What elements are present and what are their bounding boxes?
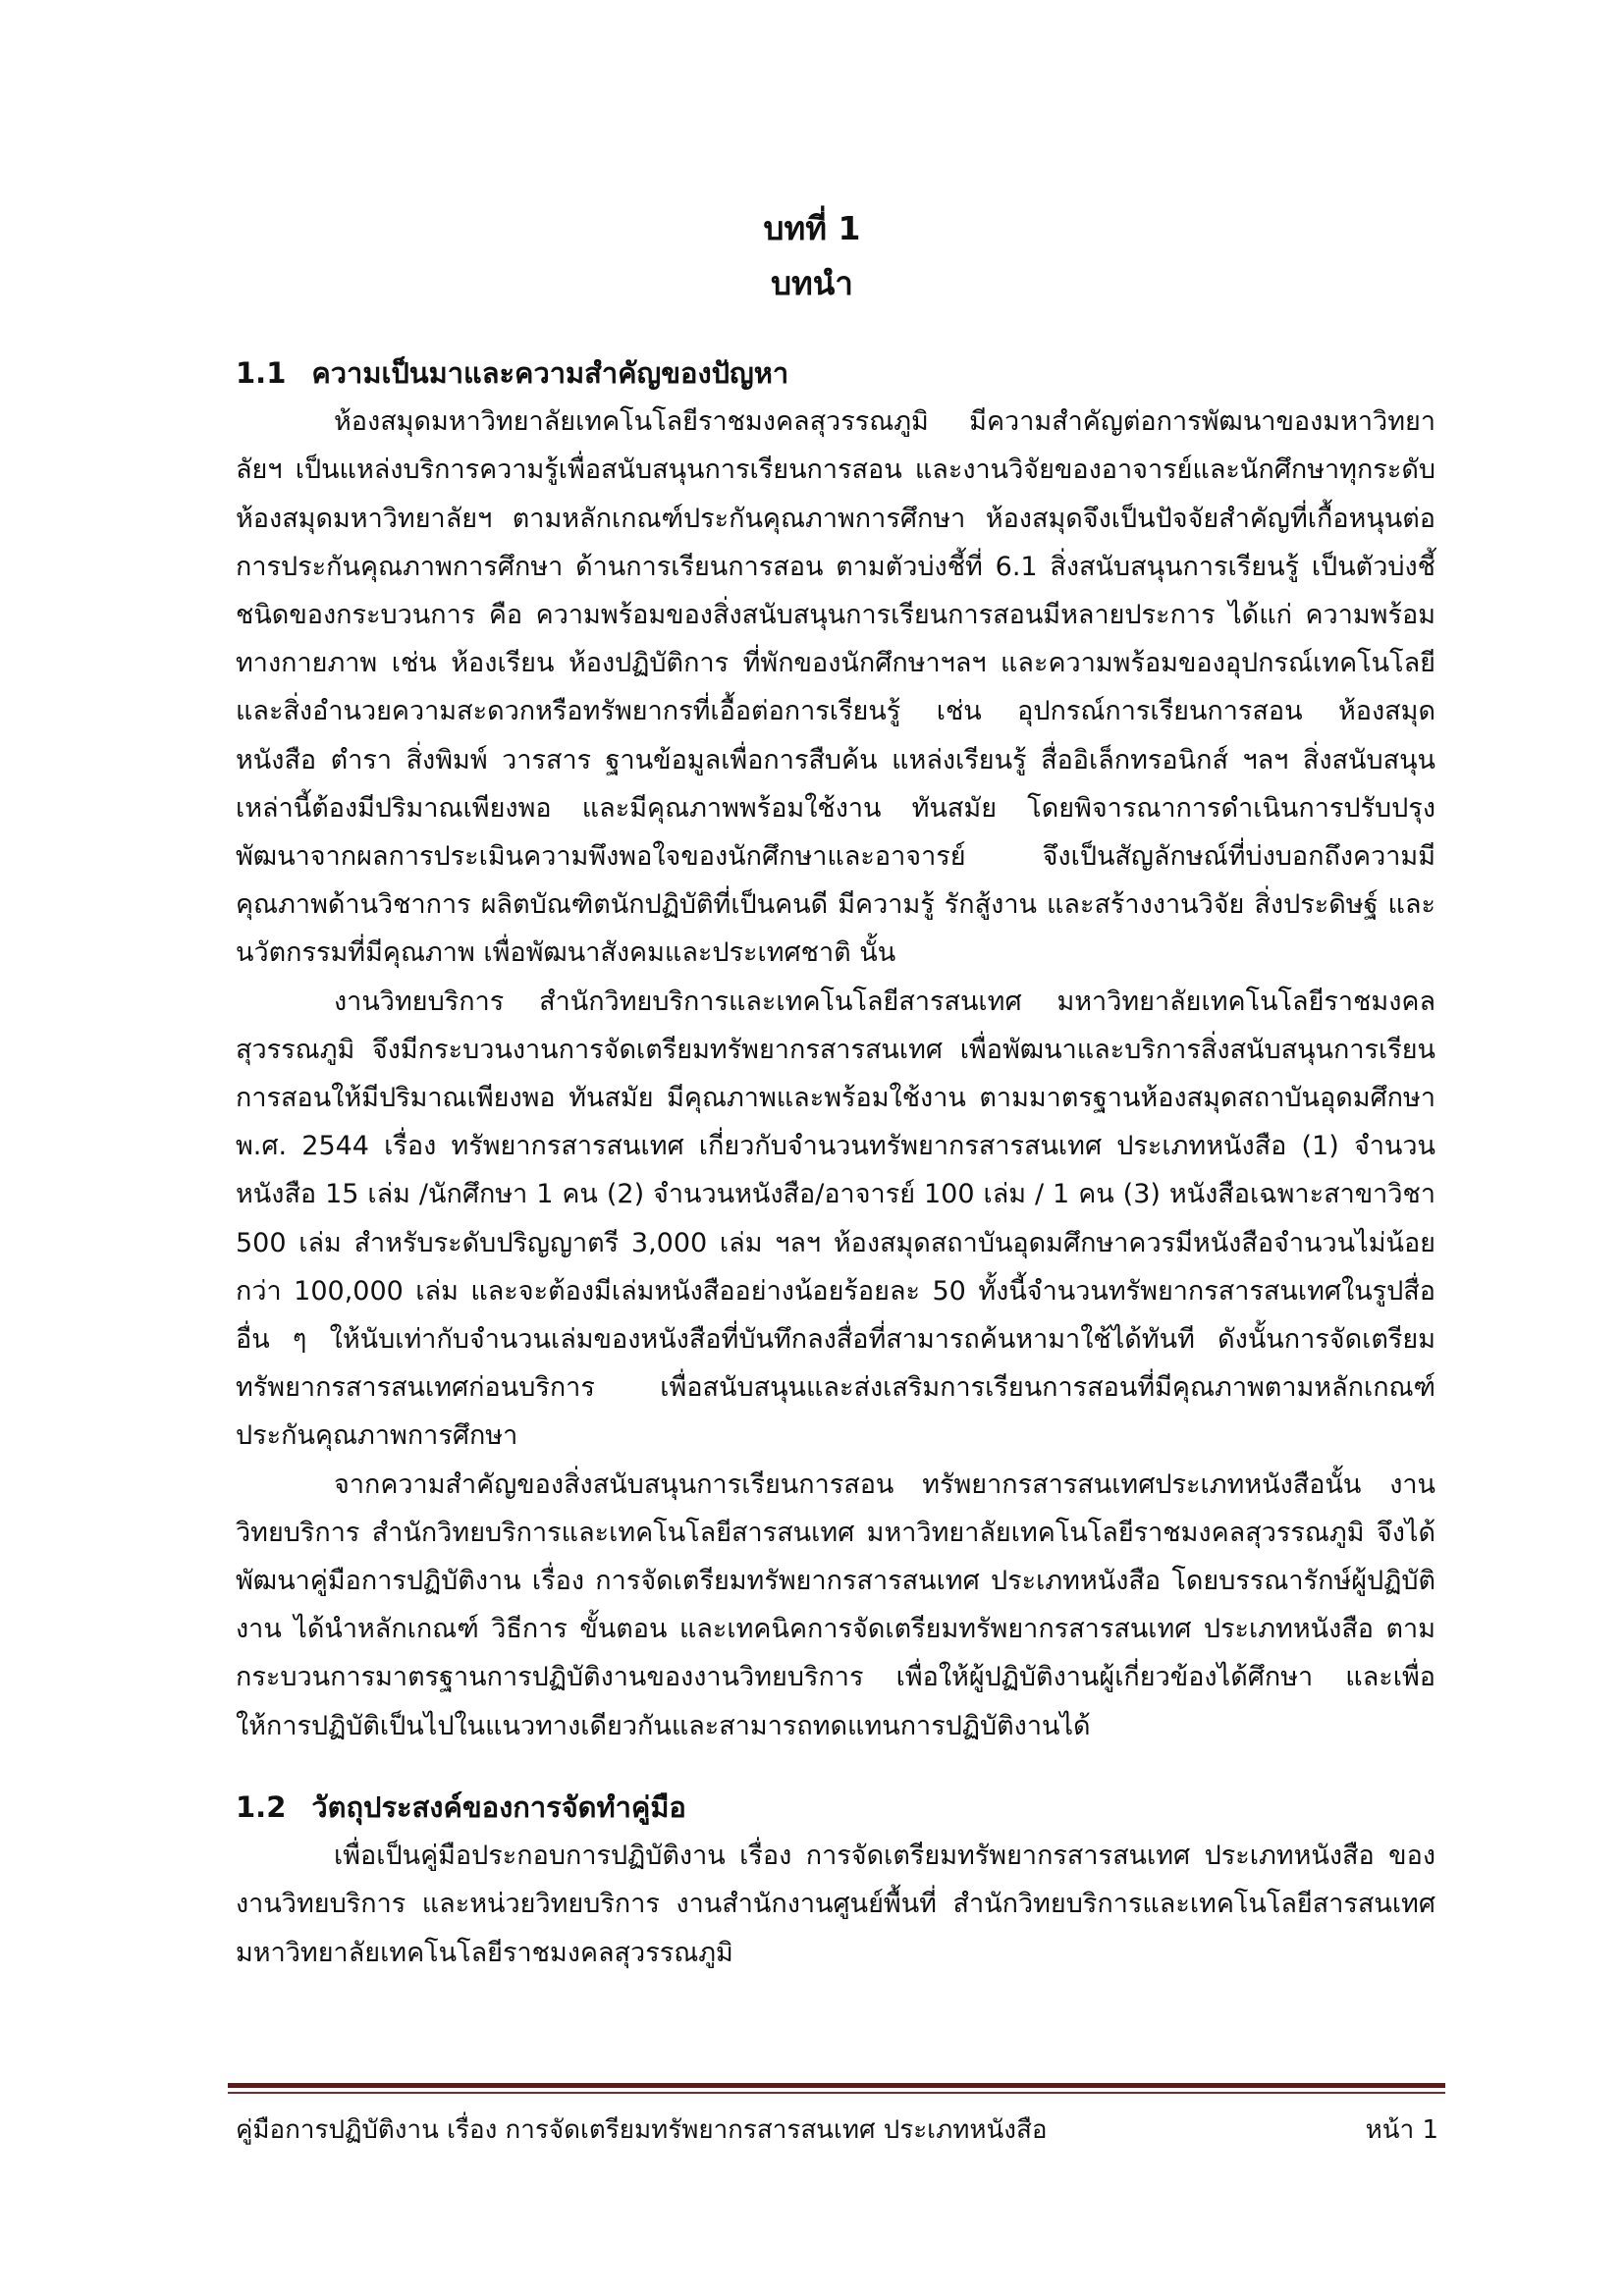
- chapter-title: บทนำ: [771, 264, 853, 302]
- page-footer: [236, 2110, 1438, 2150]
- paragraph: เพื่อเป็นคู่มือประกอบการปฏิบัติงาน เรื่อง การจัดเตรียมทรัพยากรสารสนเทศ ประเภทหนังสือ ของงานวิทยบริการ และหน่วยวิทยบริการ งานสำนักงานศูนย์พื้นที่ สำนักวิทยบริการและเทคโนโลยีสารสนเทศ มหาวิทยาลัยเทคโนโลยีราชมงคลสุวรรณภูมิ: [236, 1841, 1435, 1968]
- section-spacer: [236, 1750, 1435, 1784]
- document-body: [236, 349, 1435, 1977]
- chapter-number: บทที่ 1: [763, 209, 861, 247]
- section-title: ความเป็นมาและความสำคัญของปัญหา: [311, 356, 789, 390]
- section-heading: [236, 1784, 1435, 1832]
- section-heading: [236, 349, 1435, 398]
- page-number: หน้า 1: [1365, 2115, 1438, 2145]
- section-number: 1.2: [236, 1789, 287, 1824]
- section-background: [236, 349, 1435, 1750]
- paragraph: ห้องสมุดมหาวิทยาลัยเทคโนโลยีราชมงคลสุวรรณภูมิ มีความสำคัญต่อการพัฒนาของมหาวิทยาลัยฯ เป็นแหล่งบริการความรู้เพื่อสนับสนุนการเรียนการสอน และงานวิจัยของอาจารย์และนักศึกษาทุกระดับ ห้องสมุดมหาวิทยาลัยฯ ตามหลักเกณฑ์ประกันคุณภาพการศึกษา ห้องสมุดจึงเป็นปัจจัยสำคัญที่เกื้อหนุนต่อการประกันคุณภาพการศึกษา ด้านการเรียนการสอน ตามตัวบ่งชี้ที่ 6.1 สิ่งสนับสนุนการเรียนรู้ เป็นตัวบ่งชี้ ชนิดของกระบวนการ คือ ความพร้อมของสิ่งสนับสนุนการเรียนการสอนมีหลายประการ ได้แก่ ความพร้อมทางกายภาพ เช่น ห้องเรียน ห้องปฏิบัติการ ที่พักของนักศึกษาฯลฯ และความพร้อมของอุปกรณ์เทคโนโลยี และสิ่งอำนวยความสะดวกหรือทรัพยากรที่เอื้อต่อการเรียนรู้ เช่น อุปกรณ์การเรียนการสอน ห้องสมุด หนังสือ ตำรา สิ่งพิมพ์ วารสาร ฐานข้อมูลเพื่อการสืบค้น แหล่งเรียนรู้ สื่ออิเล็กทรอนิกส์ ฯลฯ สิ่งสนับสนุนเหล่านี้ต้องมีปริมาณเพียงพอ และมีคุณภาพพร้อมใช้งาน ทันสมัย โดยพิจารณาการดำเนินการปรับปรุงพัฒนาจากผลการประเมินความพึงพอใจของนักศึกษาและอาจารย์ จึงเป็นสัญลักษณ์ที่บ่งบอกถึงความมีคุณภาพด้านวิชาการ ผลิตบัณฑิตนักปฏิบัติที่เป็นคนดี มีความรู้ รักสู้งาน และสร้างงานวิจัย สิ่งประดิษฐ์ และนวัตกรรมที่มีคุณภาพ เพื่อพัฒนาสังคมและประเทศชาติ นั้น: [236, 406, 1435, 969]
- paragraph: จากความสำคัญของสิ่งสนับสนุนการเรียนการสอน ทรัพยากรสารสนเทศประเภทหนังสือนั้น งานวิทยบริการ สำนักวิทยบริการและเทคโนโลยีสารสนเทศ มหาวิทยาลัยเทคโนโลยีราชมงคลสุวรรณภูมิ จึงได้พัฒนาคู่มือการปฏิบัติงาน เรื่อง การจัดเตรียมทรัพยากรสารสนเทศ ประเภทหนังสือ โดยบรรณารักษ์ผู้ปฏิบัติงาน ได้นำหลักเกณฑ์ วิธีการ ขั้นตอน และเทคนิคการจัดเตรียมทรัพยากรสารสนเทศ ประเภทหนังสือ ตามกระบวนการมาตรฐานการปฏิบัติงานของงานวิทยบริการ เพื่อให้ผู้ปฏิบัติงานผู้เกี่ยวข้องได้ศึกษา และเพื่อให้การปฏิบัติเป็นไปในแนวทางเดียวกันและสามารถทดแทนการปฏิบัติงานได้: [236, 1468, 1435, 1741]
- footer-rule-thin: [228, 2092, 1445, 2094]
- footer-rule: [228, 2083, 1445, 2088]
- section-objectives: [236, 1784, 1435, 1977]
- paragraph: งานวิทยบริการ สำนักวิทยบริการและเทคโนโลยีสารสนเทศ มหาวิทยาลัยเทคโนโลยีราชมงคลสุวรรณภูมิ จึงมีกระบวนงานการจัดเตรียมทรัพยากรสารสนเทศ เพื่อพัฒนาและบริการสิ่งสนับสนุนการเรียนการสอนให้มีปริมาณเพียงพอ ทันสมัย มีคุณภาพและพร้อมใช้งาน ตามมาตรฐานห้องสมุดสถาบันอุดมศึกษา พ.ศ. 2544 เรื่อง ทรัพยากรสารสนเทศ เกี่ยวกับจำนวนทรัพยากรสารสนเทศ ประเภทหนังสือ (1) จำนวนหนังสือ 15 เล่ม /นักศึกษา 1 คน (2) จำนวนหนังสือ/อาจารย์ 100 เล่ม / 1 คน (3) หนังสือเฉพาะสาขาวิชา 500 เล่ม สำหรับระดับปริญญาตรี 3,000 เล่ม ฯลฯ ห้องสมุดสถาบันอุดมศึกษาควรมีหนังสือจำนวนไม่น้อยกว่า 100,000 เล่ม และจะต้องมีเล่มหนังสืออย่างน้อยร้อยละ 50 ทั้งนี้จำนวนทรัพยากรสารสนเทศในรูปสื่ออื่น ๆ ให้นับเท่ากับจำนวนเล่มของหนังสือที่บันทึกลงสื่อที่สามารถค้นหามาใช้ได้ทันที ดังนั้นการจัดเตรียมทรัพยากรสารสนเทศก่อนบริการ เพื่อสนับสนุนและส่งเสริมการเรียนการสอนที่มีคุณภาพตามหลักเกณฑ์ประกันคุณภาพการศึกษา: [236, 986, 1435, 1452]
- section-number: 1.1: [236, 356, 287, 390]
- section-title: วัตถุประสงค์ของการจัดทำคู่มือ: [311, 1789, 686, 1824]
- chapter-heading: [0, 201, 1624, 311]
- footer-title: คู่มือการปฏิบัติงาน เรื่อง การจัดเตรียมทรัพยากรสารสนเทศ ประเภทหนังสือ: [236, 2115, 1048, 2145]
